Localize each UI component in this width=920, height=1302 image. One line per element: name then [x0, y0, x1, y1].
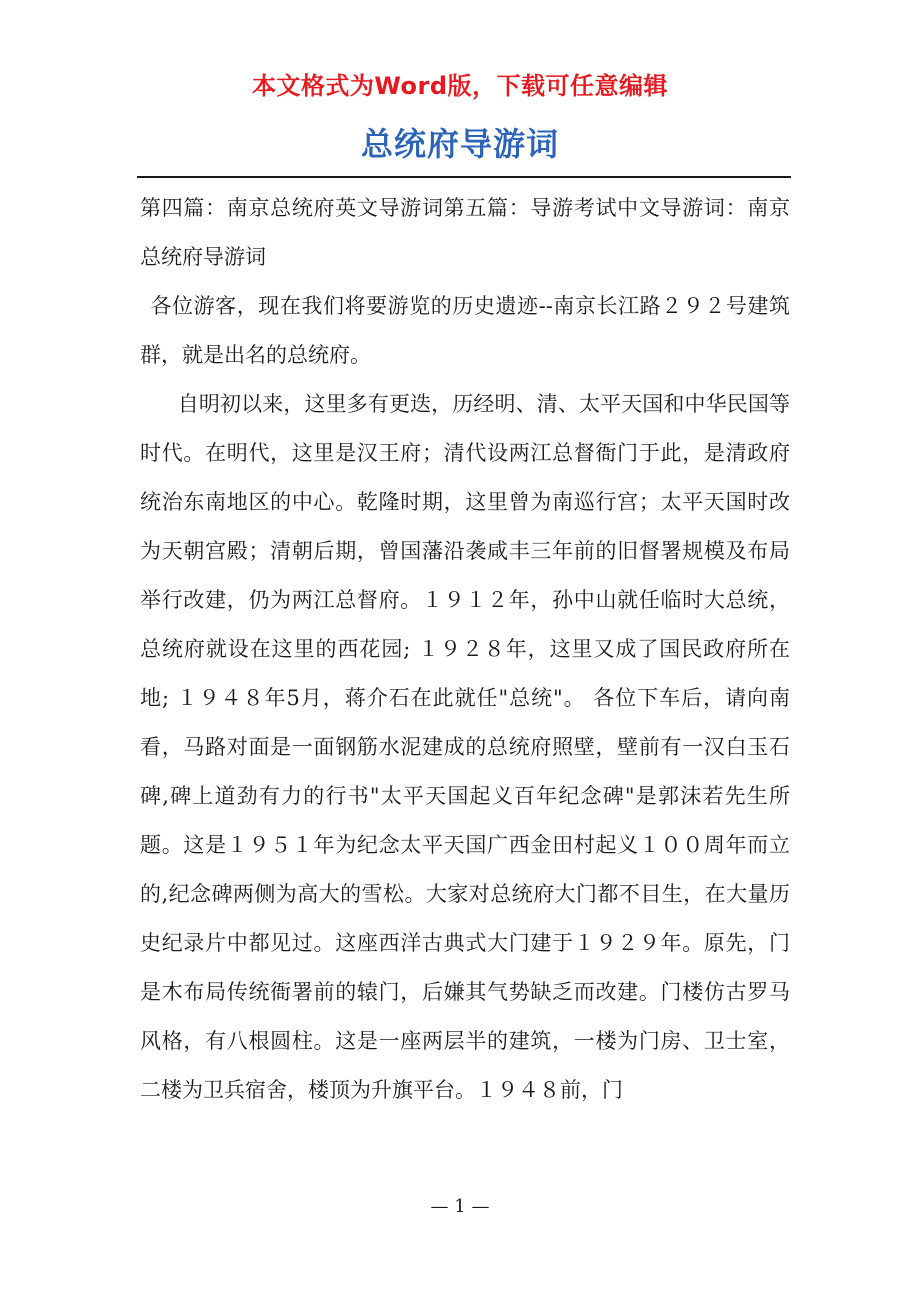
document-body — [140, 184, 790, 1115]
page-number: — 1 — — [430, 1196, 490, 1217]
body-paragraph-1: 各位游客，现在我们将要游览的历史遗迹--南京长江路２９２号建筑群，就是出名的总统府。 — [140, 294, 790, 367]
body-paragraph-2: 自明初以来，这里多有更迭，历经明、清、太平天国和中华民国等时代。在明代，这里是汉王府；清代设两江总督衙门于此，是清政府统治东南地区的中心。乾隆时期，这里曾为南巡行宫；太平天国时改为天朝宫殿；清朝后期，曾国藩沿袭咸丰三年前的旧督署规模及布局举行改建，仍为两江总督府。１９１２年，孙中山就任临时大总统，总统府就设在这里的西花园; １９２８年，这里又成了国民政府所在地; １９４８年5月，蒋介石在此就任"总统"。 各位下车后，请向南看，马路对面是一面钢筋水泥建成的总统府照壁，壁前有一汉白玉石碑,碑上道劲有力的行书"太平天国起义百年纪念碑"是郭沫若先生所题。这是１９５１年为纪念太平天国广西金田村起义１００周年而立的,纪念碑两侧为高大的雪松。大家对总统府大门都不目生，在大量历史纪录片中都见过。这座西洋古典式大门建于１９２９年。原先，门是木布局传统衙署前的辕门，后嫌其气势缺乏而改建。门楼仿古罗马风格，有八根圆柱。这是一座两层半的建筑，一楼为门房、卫士室，二楼为卫兵宿舍，楼顶为升旗平台。１９４８前，门 — [140, 392, 790, 1102]
intro-paragraph: 第四篇：南京总统府英文导游词第五篇：导游考试中文导游词：南京总统府导游词 — [140, 196, 790, 269]
document-title: 总统府导游词 — [360, 125, 559, 163]
format-notice: 本文格式为Word版，下载可任意编辑 — [251, 72, 669, 100]
title-divider — [137, 176, 791, 178]
